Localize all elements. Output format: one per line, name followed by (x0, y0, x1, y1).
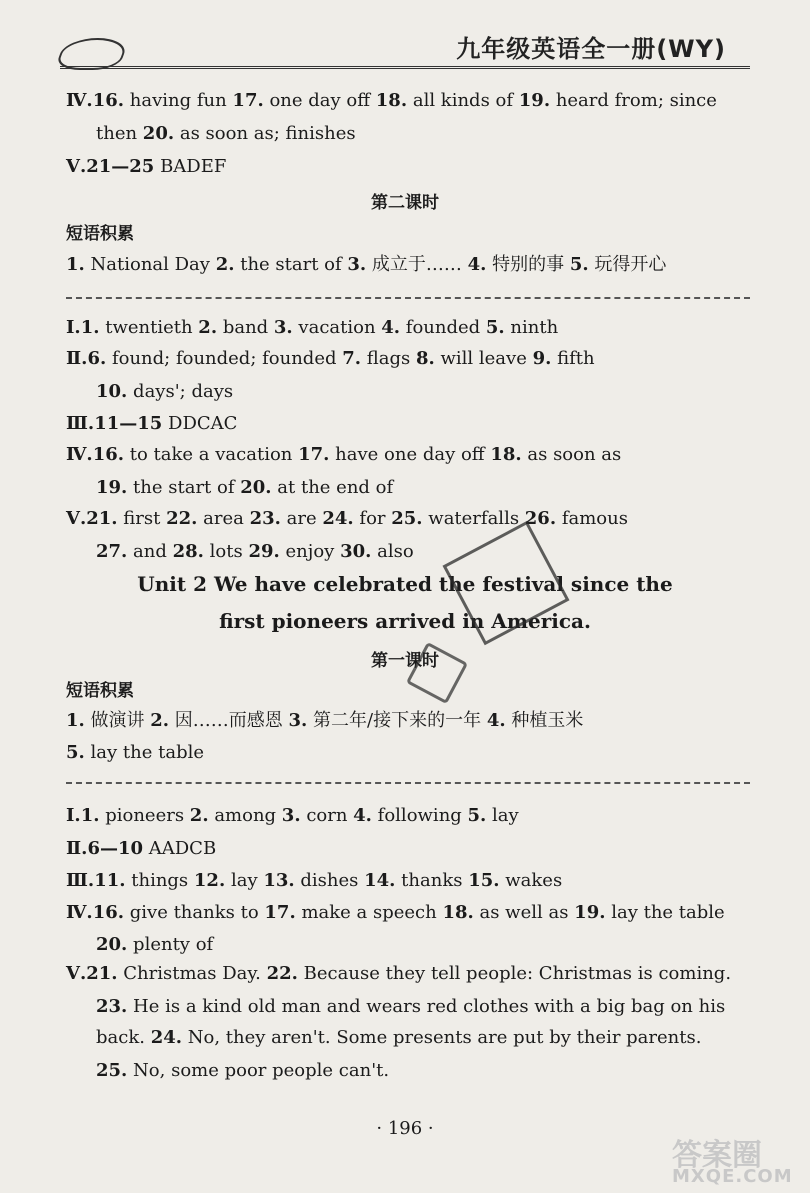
unit-title: Unit 2 We have celebrated the festival since the (137, 572, 673, 596)
answer-line: Ⅲ.11. things 12. lay 13. dishes 14. thanks 15. wakes (66, 870, 563, 891)
dashed-divider (66, 297, 750, 299)
page-number: · 196 · (376, 1118, 434, 1139)
lesson-title: 第一课时 (371, 651, 439, 671)
header-title: 九年级英语全一册(WY) (456, 35, 726, 63)
watermark-url: MXQE.COM (672, 1166, 793, 1187)
answer-line: then 20. as soon as; finishes (96, 123, 356, 144)
answer-line: 20. plenty of (96, 934, 214, 955)
answer-line: Ⅲ.11—15 DDCAC (66, 413, 238, 434)
answer-line: Ⅴ.21. first 22. area 23. are 24. for 25. waterfalls 26. famous (66, 508, 628, 529)
answer-line: Ⅰ.1. pioneers 2. among 3. corn 4. following 5. lay (66, 805, 519, 826)
lesson-title: 第二课时 (371, 193, 439, 213)
answer-line: back. 24. No, they aren't. Some presents are put by their parents. (96, 1027, 702, 1048)
answer-line: Ⅳ.16. to take a vacation 17. have one day off 18. as soon as (66, 444, 622, 465)
answer-line: Ⅱ.6. found; founded; founded 7. flags 8. will leave 9. fifth (66, 348, 595, 369)
answer-line: 23. He is a kind old man and wears red clothes with a big bag on his (96, 996, 726, 1017)
header-rule (60, 66, 750, 69)
phrase-heading: 短语积累 (66, 681, 134, 701)
answer-line: 25. No, some poor people can't. (96, 1060, 390, 1081)
dashed-divider (66, 782, 750, 784)
phrase-line: 1. National Day 2. the start of 3. 成立于…… 4. 特别的事 5. 玩得开心 (66, 254, 667, 275)
watermark-logo: 答案圈 (672, 1138, 762, 1173)
answer-line: 10. days'; days (96, 381, 234, 402)
answer-line: Ⅳ.16. having fun 17. one day off 18. all kinds of 19. heard from; since (66, 90, 717, 111)
answer-line: Ⅴ.21. Christmas Day. 22. Because they tell people: Christmas is coming. (66, 963, 732, 984)
unit-title: first pioneers arrived in America. (219, 609, 591, 633)
answer-line: Ⅳ.16. give thanks to 17. make a speech 18. as well as 19. lay the table (66, 902, 725, 923)
phrase-line: 1. 做演讲 2. 因……而感恩 3. 第二年/接下来的一年 4. 种植玉米 (66, 710, 584, 731)
answer-line: Ⅰ.1. twentieth 2. band 3. vacation 4. founded 5. ninth (66, 317, 559, 338)
answer-line: 19. the start of 20. at the end of (96, 477, 394, 498)
phrase-heading: 短语积累 (66, 224, 134, 244)
phrase-line: 5. lay the table (66, 742, 204, 763)
answer-line: 27. and 28. lots 29. enjoy 30. also (96, 541, 414, 562)
answer-line: Ⅱ.6—10 AADCB (66, 838, 217, 859)
answer-line: Ⅴ.21—25 BADEF (66, 156, 227, 177)
